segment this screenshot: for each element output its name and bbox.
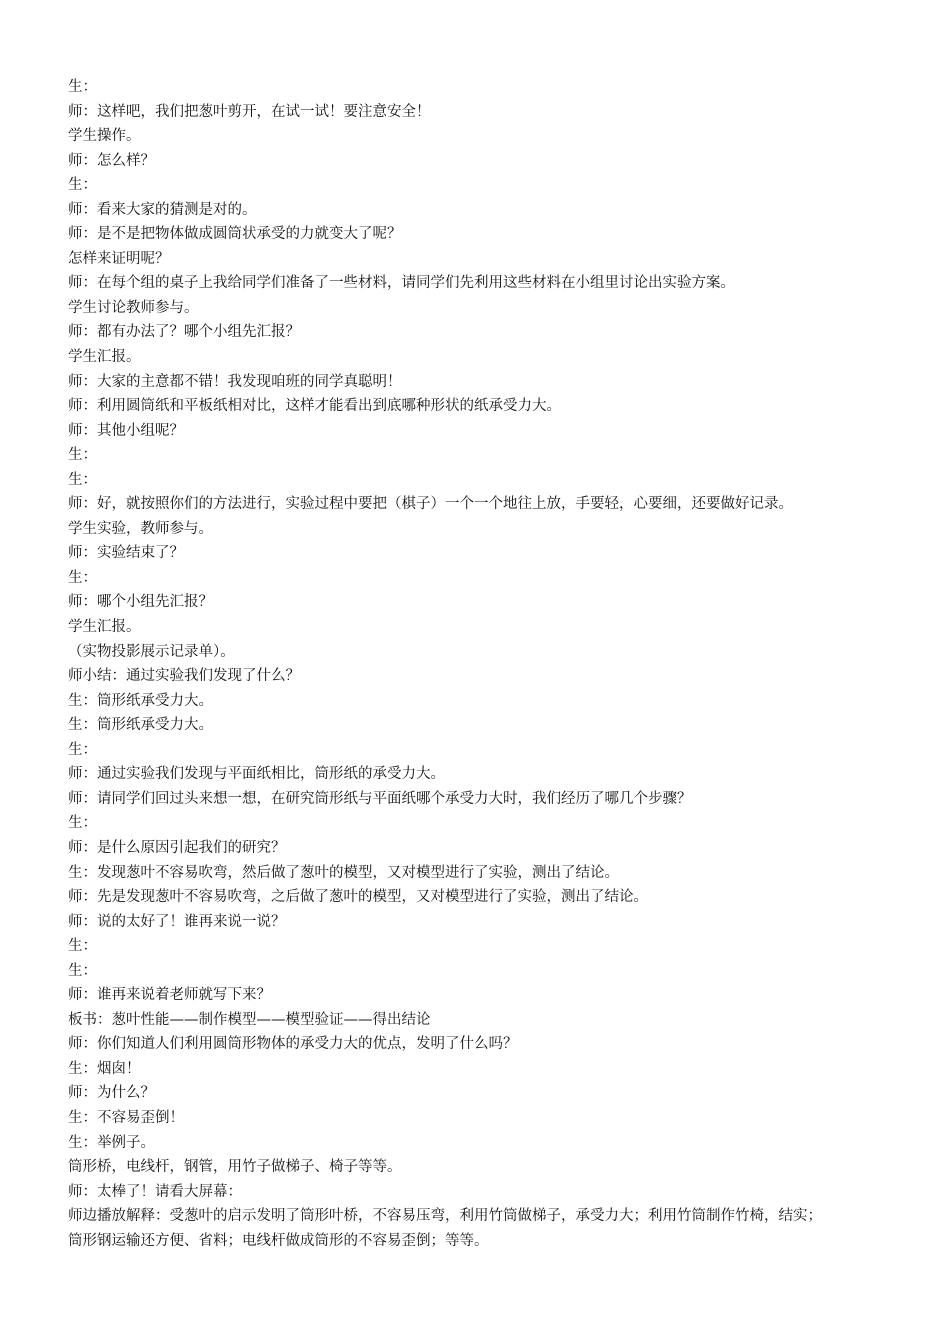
text-line: 师：利用圆筒纸和平板纸相对比，这样才能看出到底哪种形状的纸承受力大。 xyxy=(68,398,561,415)
text-line: 生：筒形纸承受力大。 xyxy=(68,692,213,709)
text-line: 师：谁再来说着老师就写下来？ xyxy=(68,987,271,1004)
text-line: 生： xyxy=(68,938,97,955)
text-line: 学生操作。 xyxy=(68,128,141,145)
text-line: 师：其他小组呢？ xyxy=(68,422,184,439)
text-line: 师：好，就按照你们的方法进行，实验过程中要把（棋子）一个一个地往上放，手要轻，心要细，还要做好记录。 xyxy=(68,496,793,513)
text-line: 师：通过实验我们发现与平面纸相比，筒形纸的承受力大。 xyxy=(68,766,445,783)
text-line: 师：实验结束了？ xyxy=(68,545,184,562)
text-line: 师：说的太好了！谁再来说一说？ xyxy=(68,913,286,930)
text-line: 师：请同学们回过头来想一想，在研究筒形纸与平面纸哪个承受力大时，我们经历了哪几个步骤？ xyxy=(68,790,692,807)
text-line: 师：这样吧，我们把葱叶剪开，在试一试！要注意安全！ xyxy=(68,103,431,120)
text-line: 学生讨论教师参与。 xyxy=(68,299,199,316)
text-line: 生： xyxy=(68,815,97,832)
text-line: 师：看来大家的猜测是对的。 xyxy=(68,201,257,218)
text-line: 师：为什么？ xyxy=(68,1085,155,1102)
text-line: 师边播放解释：受葱叶的启示发明了筒形叶桥，不容易压弯，利用竹筒做梯子，承受力大；利用竹筒制作竹椅，结实； xyxy=(68,1208,822,1225)
text-line: 师：先是发现葱叶不容易吹弯，之后做了葱叶的模型，又对模型进行了实验，测出了结论。 xyxy=(68,889,648,906)
text-line: 师：大家的主意都不错！我发现咱班的同学真聪明！ xyxy=(68,373,402,390)
text-line: 师：在每个组的桌子上我给同学们准备了一些材料，请同学们先利用这些材料在小组里讨论出实验方案。 xyxy=(68,275,735,292)
text-line: 生： xyxy=(68,569,97,586)
text-line: 师：都有办法了？哪个小组先汇报？ xyxy=(68,324,300,341)
text-line: 筒形桥，电线杆，钢管，用竹子做梯子、椅子等等。 xyxy=(68,1159,402,1176)
text-line: 生： xyxy=(68,962,97,979)
text-line: 生：发现葱叶不容易吹弯，然后做了葱叶的模型，又对模型进行了实验，测出了结论。 xyxy=(68,864,619,881)
text-line: 学生实验，教师参与。 xyxy=(68,520,213,537)
text-line: 生： xyxy=(68,741,97,758)
text-line: 怎样来证明呢？ xyxy=(68,250,170,267)
text-line: 师：哪个小组先汇报？ xyxy=(68,594,213,611)
text-line: 师小结：通过实验我们发现了什么？ xyxy=(68,668,300,685)
text-line: 师：怎么样？ xyxy=(68,152,155,169)
text-line: 学生汇报。 xyxy=(68,349,141,366)
text-line: 师：你们知道人们利用圆筒形物体的承受力大的优点，发明了什么吗？ xyxy=(68,1036,518,1053)
text-line: 生：烟囱！ xyxy=(68,1060,141,1077)
text-line: （实物投影展示记录单）。 xyxy=(68,643,235,660)
text-line: 师：太棒了！请看大屏幕： xyxy=(68,1183,242,1200)
text-line: 师：是什么原因引起我们的研究？ xyxy=(68,839,286,856)
document-page xyxy=(68,75,908,1253)
text-line: 生： xyxy=(68,79,97,95)
text-line: 生： xyxy=(68,447,97,464)
text-line: 生：筒形纸承受力大。 xyxy=(68,717,213,734)
text-line: 生：不容易歪倒！ xyxy=(68,1109,184,1126)
text-line: 生：举例子。 xyxy=(68,1134,155,1151)
text-line: 师：是不是把物体做成圆筒状承受的力就变大了呢？ xyxy=(68,226,402,243)
text-line: 生： xyxy=(68,177,97,194)
text-line: 生： xyxy=(68,471,97,488)
text-line: 筒形钢运输还方便、省料；电线杆做成筒形的不容易歪倒；等等。 xyxy=(68,1232,489,1249)
text-line: 板书：葱叶性能——制作模型——模型验证——得出结论 xyxy=(68,1011,431,1028)
text-line: 学生汇报。 xyxy=(68,619,141,636)
